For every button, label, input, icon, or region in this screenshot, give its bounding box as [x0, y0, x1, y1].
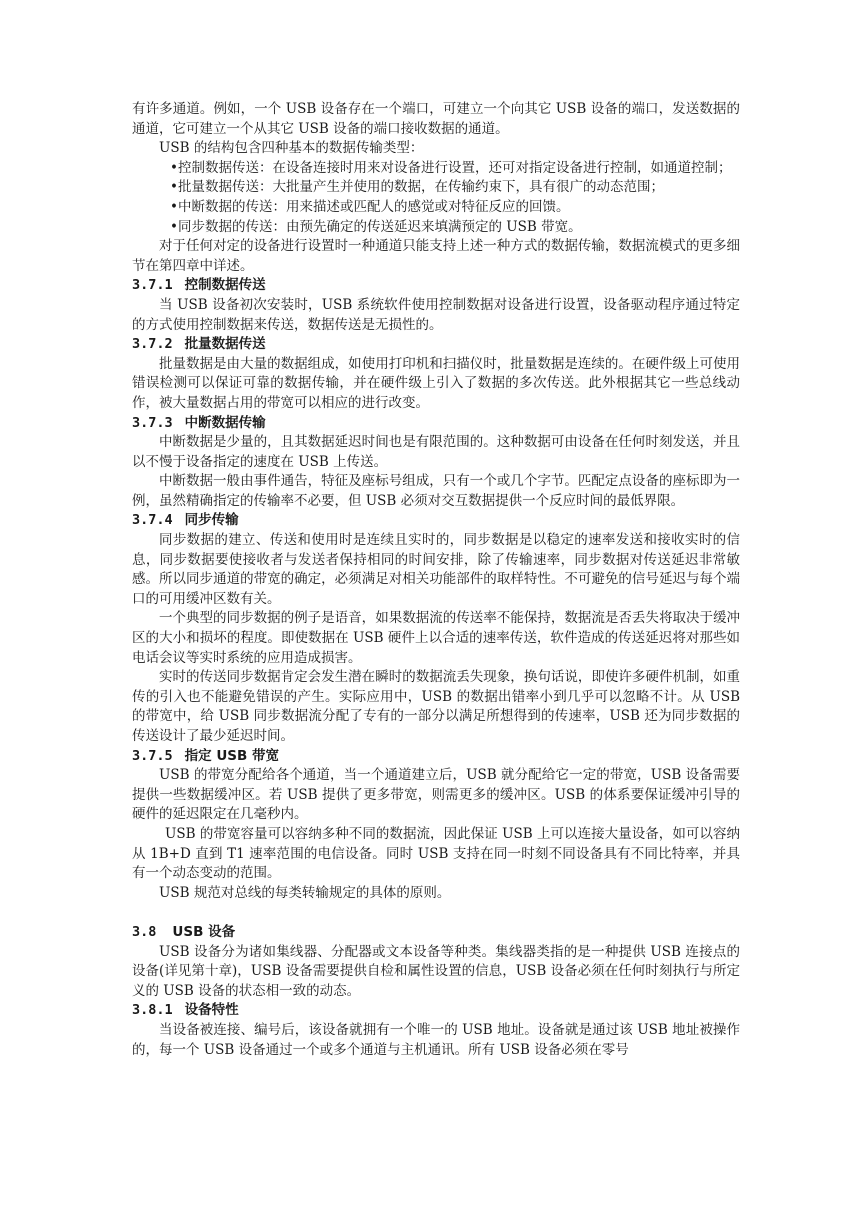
- section-title: 同步传输: [184, 512, 239, 529]
- paragraph: 对于任何对定的设备进行设置时一种通道只能支持上述一种方式的数据传输，数据流模式的更多细节在第四章中详述。: [132, 238, 740, 274]
- paragraph: 中断数据是少量的，且其数据延迟时间也是有限范围的。这种数据可由设备在任何时刻发送，并且以不慢于设备指定的速度在 USB 上传送。: [132, 434, 740, 470]
- paragraph: 一个典型的同步数据的例子是语音，如果数据流的传送率不能保持，数据流是否丢失将取决于缓冲区的大小和损坏的程度。即使数据在 USB 硬件上以合适的速率传送，软件造成的传送延迟将对那些如电话会议等实时系统的应用造成损害。: [132, 610, 740, 666]
- section-heading: [132, 1001, 740, 1021]
- section-title: 中断数据传输: [184, 414, 266, 431]
- section-title: 控制数据传送: [184, 277, 266, 294]
- paragraph: USB 的带宽容量可以容纳多种不同的数据流，因此保证 USB 上可以连接大量设备，如可以容纳从 1B+D 直到 T1 速率范围的电信设备。同时 USB 支持在同一时刻不同设备具有不同比特率，并具有一个动态变动的范围。: [132, 825, 740, 882]
- list-item: •同步数据的传送：由预先确定的传送延迟来填满预定的 USB 带宽。: [170, 218, 582, 235]
- spacer: [132, 903, 740, 923]
- section-title: USB 设备: [172, 923, 236, 940]
- chapter-heading: [132, 923, 740, 943]
- list-item: •中断数据的传送：用来描述或匹配人的感觉或对特征反应的回馈。: [170, 198, 570, 215]
- list-item: •控制数据传送：在设备连接时用来对设备进行设置，还可对指定设备进行控制，如通道控制；: [170, 159, 732, 176]
- section-number: 3.7.3: [132, 414, 173, 431]
- section-number: 3.8.1: [132, 1002, 173, 1019]
- section-title: 设备特性: [184, 1002, 239, 1019]
- paragraph: 有许多通道。例如，一个 USB 设备存在一个端口，可建立一个向其它 USB 设备的端口，发送数据的通道，它可建立一个从其它 USB 设备的端口接收数据的通道。: [132, 101, 740, 137]
- section-title: 批量数据传送: [184, 336, 266, 353]
- section-number: 3.7.5: [132, 747, 173, 764]
- paragraph: 当设备被连接、编号后，该设备就拥有一个唯一的 USB 地址。设备就是通过该 USB 地址被操作的，每一个 USB 设备通过一个或多个通道与主机通讯。所有 USB 设备必须在零号: [132, 1021, 740, 1058]
- section-title: 指定 USB 带宽: [184, 747, 280, 764]
- paragraph: 中断数据一般由事件通告，特征及座标号组成，只有一个或几个字节。匹配定点设备的座标即为一例，虽然精确指定的传输率不必要，但 USB 必须对交互数据提供一个反应时间的最低界限。: [132, 473, 740, 509]
- section-heading: [132, 511, 740, 531]
- paragraph: 批量数据是由大量的数据组成，如使用打印机和扫描仪时，批量数据是连续的。在硬件级上可使用错误检测可以保证可靠的数据传输，并在硬件级上引入了数据的多次传送。此外根据其它一些总线动作，被大量数据占用的带宽可以相应的进行改变。: [132, 355, 740, 411]
- paragraph: USB 设备分为诸如集线器、分配器或文本设备等种类。集线器类指的是一种提供 USB 连接点的设备(详见第十章)，USB 设备需要提供自检和属性设置的信息，USB 设备必须在任何时刻执行与所定义的 USB 设备的状态相一致的动态。: [132, 943, 740, 999]
- list-item: •批量数据传送：大批量产生并使用的数据，在传输约束下，具有很广的动态范围；: [170, 179, 664, 196]
- section-number: 3.7.1: [132, 277, 173, 294]
- section-heading: [132, 276, 740, 296]
- section-heading: [132, 335, 740, 355]
- paragraph: 同步数据的建立、传送和使用时是连续且实时的，同步数据是以稳定的速率发送和接收实时的信息，同步数据要使接收者与发送者保持相同的时间安排，除了传输速率，同步数据对传送延迟非常敏感。所以同步通道的带宽的确定，必须满足对相关功能部件的取样特性。不可避免的信号延迟与每个端口的可用缓冲区数有关。: [132, 532, 740, 607]
- section-number: 3.8: [132, 923, 157, 940]
- section-number: 3.7.2: [132, 336, 173, 353]
- section-number: 3.7.4: [132, 512, 173, 529]
- paragraph: USB 的带宽分配给各个通道，当一个通道建立后，USB 就分配给它一定的带宽，USB 设备需要提供一些数据缓冲区。若 USB 提供了更多带宽，则需更多的缓冲区。USB 的体系要保证缓冲引导的硬件的延迟限定在几毫秒内。: [132, 767, 740, 823]
- paragraph: USB 的结构包含四种基本的数据传输类型：: [159, 140, 424, 157]
- paragraph: USB 规范对总线的每类转输规定的具体的原则。: [159, 884, 451, 901]
- paragraph: 当 USB 设备初次安装时，USB 系统软件使用控制数据对设备进行设置，设备驱动程序通过特定的方式使用控制数据来传送，数据传送是无损性的。: [132, 296, 740, 333]
- section-heading: [132, 414, 740, 434]
- paragraph: 实时的传送同步数据肯定会发生潜在瞬时的数据流丢失现象，换句话说，即使许多硬件机制，如重传的引入也不能避免错误的产生。实际应用中，USB 的数据出错率小到几乎可以忽略不计。从 USB 的带宽中，给 USB 同步数据流分配了专有的一部分以满足所想得到的传速率，USB 还为同步数据的传送设计了最少延迟时间。: [132, 669, 740, 744]
- section-heading: [132, 747, 740, 767]
